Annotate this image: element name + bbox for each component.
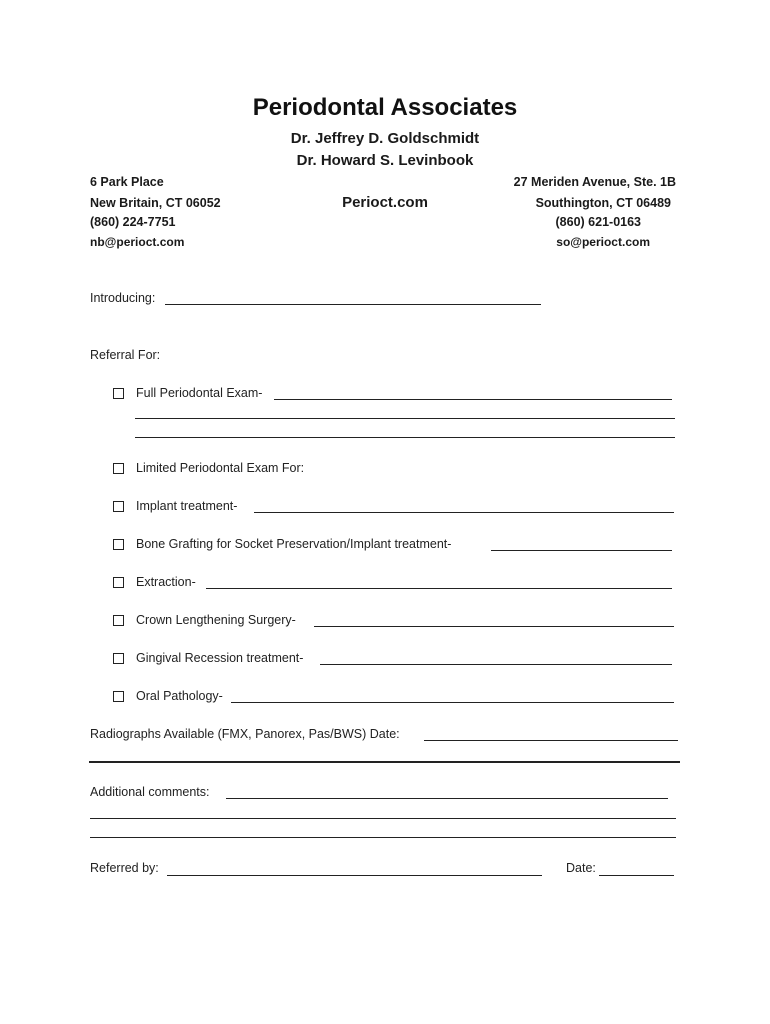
bone-grafting-label: Bone Grafting for Socket Preservation/Implant treatment- [136, 537, 452, 551]
extraction-field[interactable] [206, 588, 672, 589]
bone-grafting-checkbox[interactable] [113, 539, 124, 550]
right-office-street: 27 Meriden Avenue, Ste. 1B [513, 175, 676, 189]
gingival-recession-field[interactable] [320, 664, 672, 665]
oral-pathology-label: Oral Pathology- [136, 689, 223, 703]
radiographs-date-field[interactable] [424, 740, 678, 741]
right-office-city: Southington, CT 06489 [535, 196, 671, 210]
referral-for-label: Referral For: [90, 348, 161, 362]
crown-lengthening-checkbox[interactable] [113, 615, 124, 626]
additional-comments-label: Additional comments: [90, 785, 210, 799]
crown-lengthening-label: Crown Lengthening Surgery- [136, 613, 296, 627]
oral-pathology-checkbox[interactable] [113, 691, 124, 702]
additional-comments-field-3[interactable] [90, 837, 676, 838]
right-office-phone: (860) 621-0163 [555, 215, 641, 229]
radiographs-label: Radiographs Available (FMX, Panorex, Pas/BWS) Date: [90, 727, 400, 741]
additional-comments-field[interactable] [226, 798, 668, 799]
referred-by-label: Referred by: [90, 861, 159, 875]
gingival-recession-checkbox[interactable] [113, 653, 124, 664]
practice-title: Periodontal Associates [252, 94, 518, 121]
extraction-label: Extraction- [136, 575, 196, 589]
referred-by-field[interactable] [167, 875, 542, 876]
full-periodontal-exam-label: Full Periodontal Exam- [136, 386, 263, 400]
introducing-label: Introducing: [90, 291, 156, 305]
limited-periodontal-exam-label: Limited Periodontal Exam For: [136, 461, 305, 475]
full-periodontal-exam-field-2[interactable] [135, 418, 675, 419]
extraction-checkbox[interactable] [113, 577, 124, 588]
full-periodontal-exam-checkbox[interactable] [113, 388, 124, 399]
doctor-name-2: Dr. Howard S. Levinbook [296, 152, 474, 169]
bone-grafting-field[interactable] [491, 550, 672, 551]
crown-lengthening-field[interactable] [314, 626, 674, 627]
implant-treatment-label: Implant treatment- [136, 499, 238, 513]
doctor-name-1: Dr. Jeffrey D. Goldschmidt [290, 130, 480, 147]
left-office-street: 6 Park Place [90, 175, 164, 189]
right-office-email[interactable]: so@perioct.com [556, 235, 650, 249]
section-divider [89, 761, 680, 763]
full-periodontal-exam-field[interactable] [274, 399, 672, 400]
implant-treatment-checkbox[interactable] [113, 501, 124, 512]
left-office-email[interactable]: nb@perioct.com [90, 235, 185, 249]
website-link[interactable]: Perioct.com [342, 194, 428, 211]
limited-periodontal-exam-checkbox[interactable] [113, 463, 124, 474]
date-field[interactable] [599, 875, 674, 876]
oral-pathology-field[interactable] [231, 702, 674, 703]
full-periodontal-exam-field-3[interactable] [135, 437, 675, 438]
introducing-field[interactable] [165, 304, 541, 305]
left-office-city: New Britain, CT 06052 [90, 196, 221, 210]
date-label: Date: [566, 861, 596, 875]
implant-treatment-field[interactable] [254, 512, 674, 513]
gingival-recession-label: Gingival Recession treatment- [136, 651, 304, 665]
left-office-phone: (860) 224-7751 [90, 215, 176, 229]
additional-comments-field-2[interactable] [90, 818, 676, 819]
